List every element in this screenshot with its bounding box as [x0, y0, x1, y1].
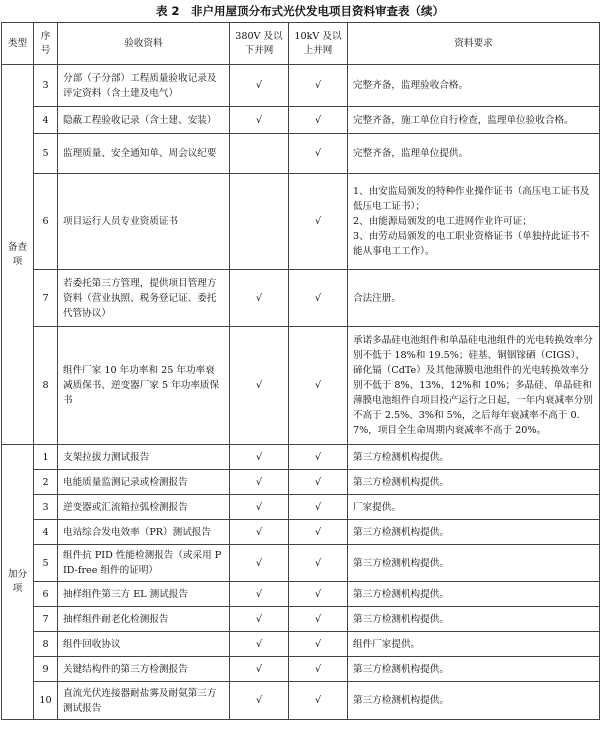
material-cell: 组件回收协议	[58, 632, 230, 657]
seq-cell: 5	[34, 545, 58, 582]
check-10kv-cell: √	[289, 682, 348, 720]
check-380v-cell: √	[230, 545, 289, 582]
check-380v-cell: √	[230, 327, 289, 445]
table-row	[2, 65, 600, 107]
requirement-line: 合法注册。	[353, 292, 401, 304]
seq-cell: 1	[34, 445, 58, 470]
table-row	[2, 270, 600, 327]
requirement-line: 承诺多晶硅电池组件和单晶硅电池组件的光电转换效率分别不低于 18%和 19.5%；硅基、铜铟镓硒（CIGS）、碲化镉（CdTe）及其他薄膜电池组件的光电转换效率分别不低于 8%、13%、12%和 10%；多晶硅、单晶硅和薄膜电池组件自项目投产运行之日起，一年内衰减率分别不高于 2.5%、3%和 5%，之后每年衰减率不高于 0.7%，项目全生命周期内衰减率不高于 20%。	[353, 335, 593, 436]
requirement-cell	[348, 545, 600, 582]
check-380v-cell: √	[230, 445, 289, 470]
table-row	[2, 632, 600, 657]
seq-cell: 3	[34, 495, 58, 520]
material-cell: 组件厂家 10 年功率和 25 年功率衰减质保书、逆变器厂家 5 年功率质保书	[58, 327, 230, 445]
check-10kv-cell: √	[289, 520, 348, 545]
check-10kv-cell: √	[289, 270, 348, 327]
material-cell: 逆变器或汇流箱拉弧检测报告	[58, 495, 230, 520]
requirement-cell	[348, 520, 600, 545]
check-380v-cell: √	[230, 607, 289, 632]
requirement-cell	[348, 174, 600, 270]
check-10kv-cell: √	[289, 327, 348, 445]
material-cell: 分部（子分部）工程质量验收记录及评定资料（含土建及电气）	[58, 65, 230, 107]
check-380v-cell: √	[230, 657, 289, 682]
requirement-cell	[348, 134, 600, 174]
check-10kv-cell: √	[289, 65, 348, 107]
table-row	[2, 545, 600, 582]
seq-cell: 3	[34, 65, 58, 107]
check-380v-cell: √	[230, 582, 289, 607]
table-row	[2, 582, 600, 607]
requirement-cell	[348, 495, 600, 520]
table-row	[2, 134, 600, 174]
table-row	[2, 174, 600, 270]
table-row	[2, 445, 600, 470]
table-row	[2, 657, 600, 682]
requirement-line: 完整齐备，监理单位提供。	[353, 148, 469, 159]
requirement-cell	[348, 607, 600, 632]
seq-cell: 4	[34, 520, 58, 545]
table-row	[2, 327, 600, 445]
header-seq: 序号	[34, 23, 58, 65]
check-380v-cell: √	[230, 470, 289, 495]
header-10kv: 10kV 及以上并网	[289, 23, 348, 65]
seq-cell: 4	[34, 107, 58, 134]
review-table	[1, 22, 600, 720]
check-10kv-cell: √	[289, 582, 348, 607]
check-10kv-cell: √	[289, 107, 348, 134]
table-row	[2, 607, 600, 632]
seq-cell: 7	[34, 607, 58, 632]
check-10kv-cell: √	[289, 657, 348, 682]
check-380v-cell: √	[230, 270, 289, 327]
requirement-line: 第三方检测机构提供。	[353, 695, 449, 706]
category-cell: 加分项	[2, 445, 34, 720]
requirement-line: 完整齐备，施工单位自行检查，监理单位验收合格。	[353, 114, 574, 126]
material-cell: 监理质量、安全通知单、周会议纪要	[58, 134, 230, 174]
requirement-line: 完整齐备，监理验收合格。	[353, 80, 469, 91]
seq-cell: 7	[34, 270, 58, 327]
seq-cell: 6	[34, 174, 58, 270]
table-caption: 表 2 非户用屋顶分布式光伏发电项目资料审查表（续）	[155, 4, 444, 18]
seq-cell: 6	[34, 582, 58, 607]
check-380v-cell: √	[230, 65, 289, 107]
requirement-line: 第三方检测机构提供。	[353, 476, 449, 488]
check-380v-cell: √	[230, 682, 289, 720]
requirement-line: 第三方检测机构提供。	[353, 451, 449, 463]
material-cell: 关键结构件的第三方检测报告	[58, 657, 230, 682]
check-380v-cell: √	[230, 520, 289, 545]
check-10kv-cell: √	[289, 545, 348, 582]
material-cell: 若委托第三方管理，提供项目管理方资料（营业执照、税务登记证、委托代管协议）	[58, 270, 230, 327]
check-380v-cell	[230, 134, 289, 174]
requirement-cell	[348, 682, 600, 720]
material-cell: 项目运行人员专业资质证书	[58, 174, 230, 270]
material-cell: 抽样组件第三方 EL 测试报告	[58, 582, 230, 607]
material-cell: 组件抗 PID 性能检测报告（或采用 PID-free 组件的证明）	[58, 545, 230, 582]
requirement-cell	[348, 632, 600, 657]
material-cell: 支架拉拔力测试报告	[58, 445, 230, 470]
check-10kv-cell: √	[289, 134, 348, 174]
check-10kv-cell: √	[289, 470, 348, 495]
seq-cell: 5	[34, 134, 58, 174]
seq-cell: 9	[34, 657, 58, 682]
requirement-line: 组件厂家提供。	[353, 638, 421, 650]
requirement-cell	[348, 657, 600, 682]
check-10kv-cell: √	[289, 495, 348, 520]
check-380v-cell: √	[230, 632, 289, 657]
check-10kv-cell: √	[289, 632, 348, 657]
requirement-line: 3、由劳动局颁发的电工职业资格证书（单独持此证书不能从事电工工作）。	[353, 231, 590, 257]
requirement-line: 第三方检测机构提供。	[353, 588, 449, 600]
table-row	[2, 520, 600, 545]
check-10kv-cell: √	[289, 607, 348, 632]
requirement-line: 厂家提供。	[353, 501, 401, 513]
table-body	[2, 65, 600, 720]
requirement-cell	[348, 327, 600, 445]
requirement-cell	[348, 445, 600, 470]
table-row	[2, 470, 600, 495]
seq-cell: 8	[34, 327, 58, 445]
header-type: 类型	[2, 23, 34, 65]
check-10kv-cell: √	[289, 174, 348, 270]
check-380v-cell: √	[230, 107, 289, 134]
check-10kv-cell: √	[289, 445, 348, 470]
requirement-line: 第三方检测机构提供。	[353, 557, 449, 569]
requirement-cell	[348, 107, 600, 134]
requirement-line: 1、由安监局颁发的特种作业操作证书（高压电工证书及低压电工证书）；	[353, 186, 590, 212]
requirement-line: 第三方检测机构提供。	[353, 613, 449, 625]
seq-cell: 2	[34, 470, 58, 495]
header-row	[2, 23, 600, 65]
header-requirement: 资料要求	[348, 23, 600, 65]
category-cell: 备查项	[2, 65, 34, 445]
check-380v-cell: √	[230, 495, 289, 520]
header-380v: 380V 及以下并网	[230, 23, 289, 65]
table-row	[2, 682, 600, 720]
seq-cell: 10	[34, 682, 58, 720]
table-row	[2, 495, 600, 520]
check-380v-cell	[230, 174, 289, 270]
material-cell: 电能质量监测记录或检测报告	[58, 470, 230, 495]
requirement-cell	[348, 65, 600, 107]
material-cell: 隐蔽工程验收记录（含土建、安装）	[58, 107, 230, 134]
requirement-line: 第三方检测机构提供。	[353, 663, 449, 675]
material-cell: 抽样组件耐老化检测报告	[58, 607, 230, 632]
requirement-line: 第三方检测机构提供。	[353, 526, 449, 538]
requirement-cell	[348, 270, 600, 327]
material-cell: 电站综合发电效率（PR）测试报告	[58, 520, 230, 545]
seq-cell: 8	[34, 632, 58, 657]
requirement-cell	[348, 470, 600, 495]
material-cell: 直流光伏连接器耐盐雾及耐氨第三方测试报告	[58, 682, 230, 720]
requirement-cell	[348, 582, 600, 607]
header-material: 验收资料	[58, 23, 230, 65]
table-row	[2, 107, 600, 134]
requirement-line: 2、由能源局颁发的电工进网作业许可证；	[353, 216, 532, 227]
